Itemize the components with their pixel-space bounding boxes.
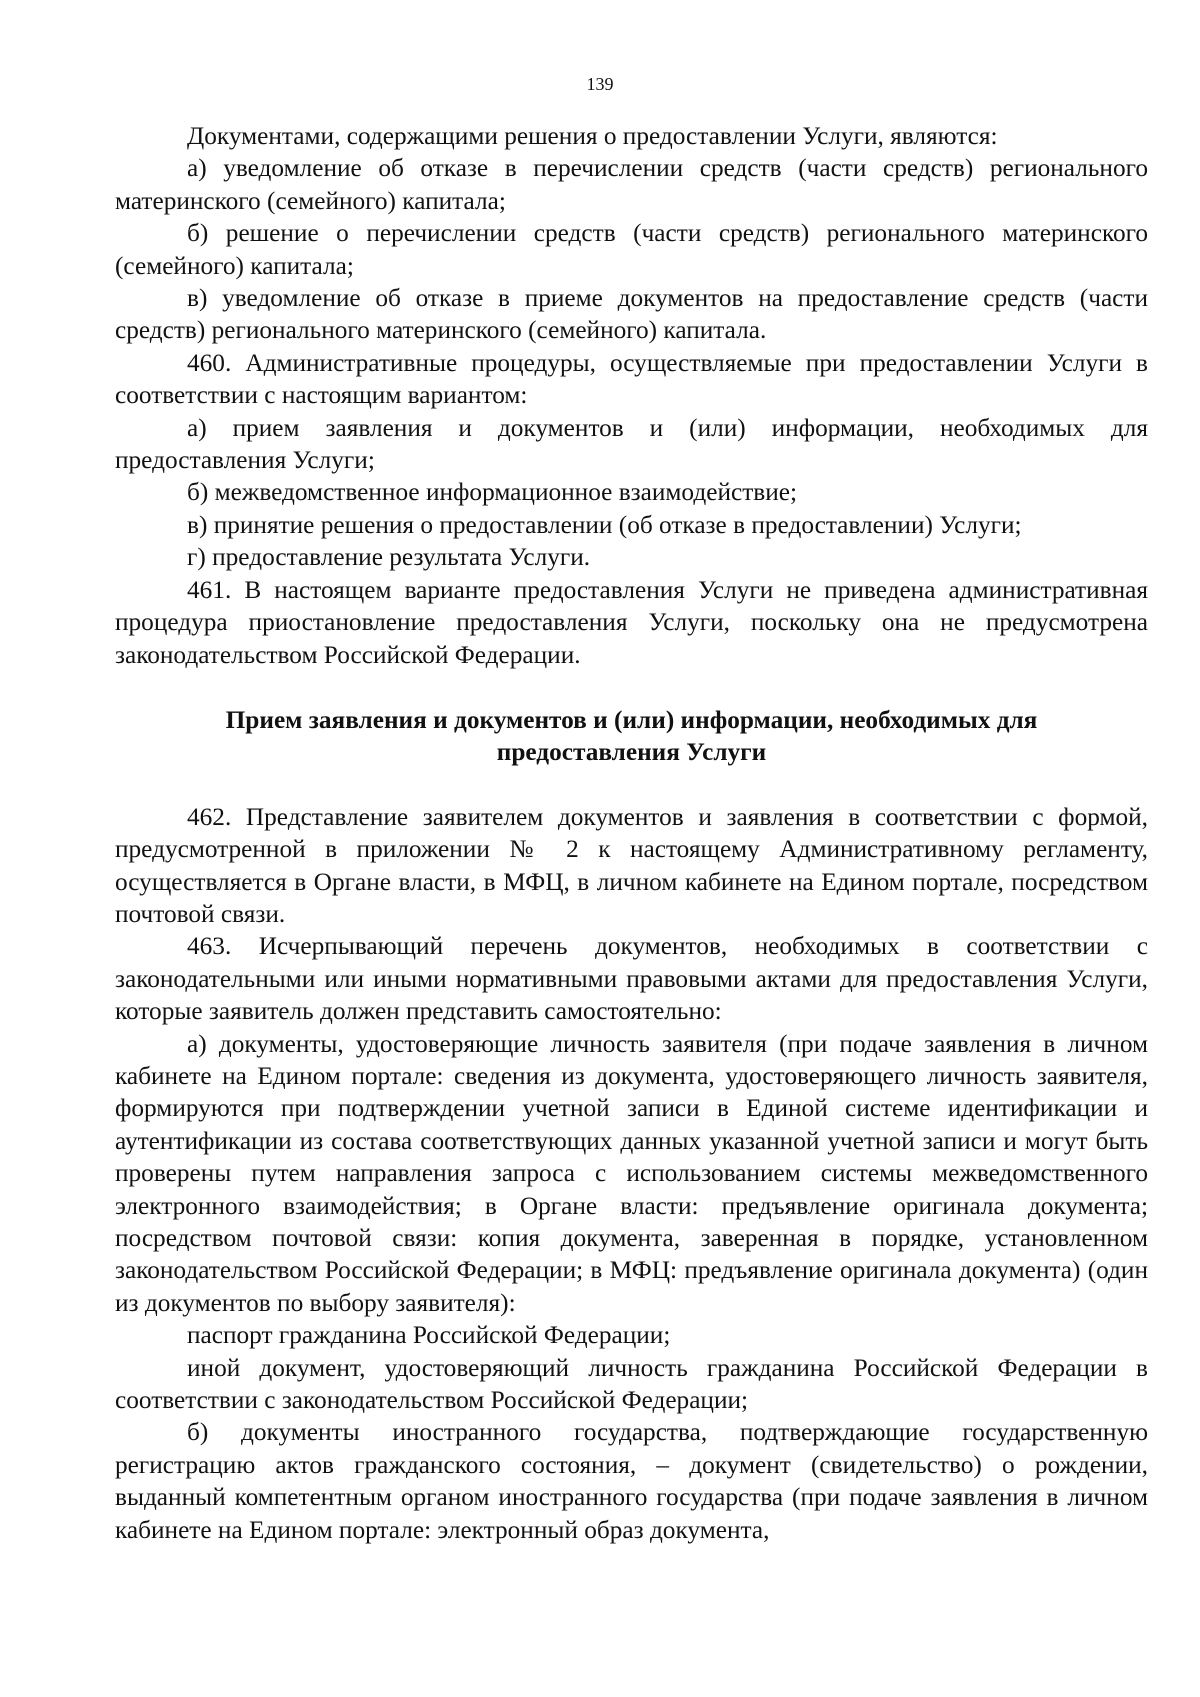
list-item: в) уведомление об отказе в приеме документов на предоставление средств (части средств) регионального материнского (семейного) капитала. — [115, 284, 1148, 345]
paragraph: 461. В настоящем варианте предоставления Услуги не приведена административная процедура приостановление предоставления Услуги, поскольку она не предусмотрена законодательством Российской Федерации. — [115, 575, 1148, 669]
list-item: б) межведомственное информационное взаимодействие; — [187, 478, 798, 507]
list-item: г) предоставление результата Услуги. — [187, 543, 591, 572]
list-item: в) принятие решения о предоставлении (об отказе в предоставлении) Услуги; — [187, 510, 1022, 539]
paragraph: Документами, содержащими решения о предоставлении Услуги, являются: — [187, 122, 998, 150]
paragraph: 463. Исчерпывающий перечень документов, необходимых в соответствии с законодательными или иными нормативными правовыми актами для предоставления Услуги, которые заявитель должен представить самостоятельно: — [115, 932, 1148, 1026]
page-number: 139 — [586, 74, 614, 94]
document-body — [115, 120, 1148, 1546]
list-item: а) прием заявления и документов и (или) информации, необходимых для предоставления Услуги; — [115, 413, 1148, 475]
paragraph: 462. Представление заявителем документов и заявления в соответствии с формой, предусмотренной в приложении № 2 к настоящему Административному регламенту, осуществляется в Органе власти, в МФЦ, в личном кабинете на Едином портале, посредством почтовой связи. — [115, 802, 1148, 928]
section-heading: Прием заявления и документов и (или) информации, необходимых для предоставления Услуги — [225, 705, 1038, 767]
list-item: б) решение о перечислении средств (части средств) регионального материнского (семейного) капитала; — [115, 219, 1148, 280]
list-item: иной документ, удостоверяющий личность гражданина Российской Федерации в соответствии с законодательством Российской Федерации; — [115, 1353, 1148, 1415]
list-item: паспорт гражданина Российской Федерации; — [187, 1321, 671, 1350]
list-item: а) уведомление об отказе в перечислении средств (части средств) регионального материнского (семейного) капитала; — [115, 154, 1148, 215]
list-item: а) документы, удостоверяющие личность заявителя (при подаче заявления в личном кабинете на Едином портале: сведения из документа, удостоверяющего личность заявителя, формируются при подтверждении учетной записи в Единой системе идентификации и аутентификации из состава соответствующих данных указанной учетной записи и могут быть проверены путем направления запроса с использованием системы межведомственного электронного взаимодействия; в Органе власти: предъявление оригинала документа; посредством почтовой связи: копия документа, заверенная в порядке, установленном законодательством Российской Федерации; в МФЦ: предъявление оригинала документа) (один из документов по выбору заявителя): — [115, 1029, 1148, 1317]
list-item: б) документы иностранного государства, подтверждающие государственную регистрацию актов гражданского состояния, – документ (свидетельство) о рождении, выданный компетентным органом иностранного государства (при подаче заявления в личном кабинете на Едином портале: электронный образ документа, — [115, 1418, 1148, 1544]
paragraph: 460. Административные процедуры, осуществляемые при предоставлении Услуги в соответствии с настоящим вариантом: — [115, 348, 1148, 410]
